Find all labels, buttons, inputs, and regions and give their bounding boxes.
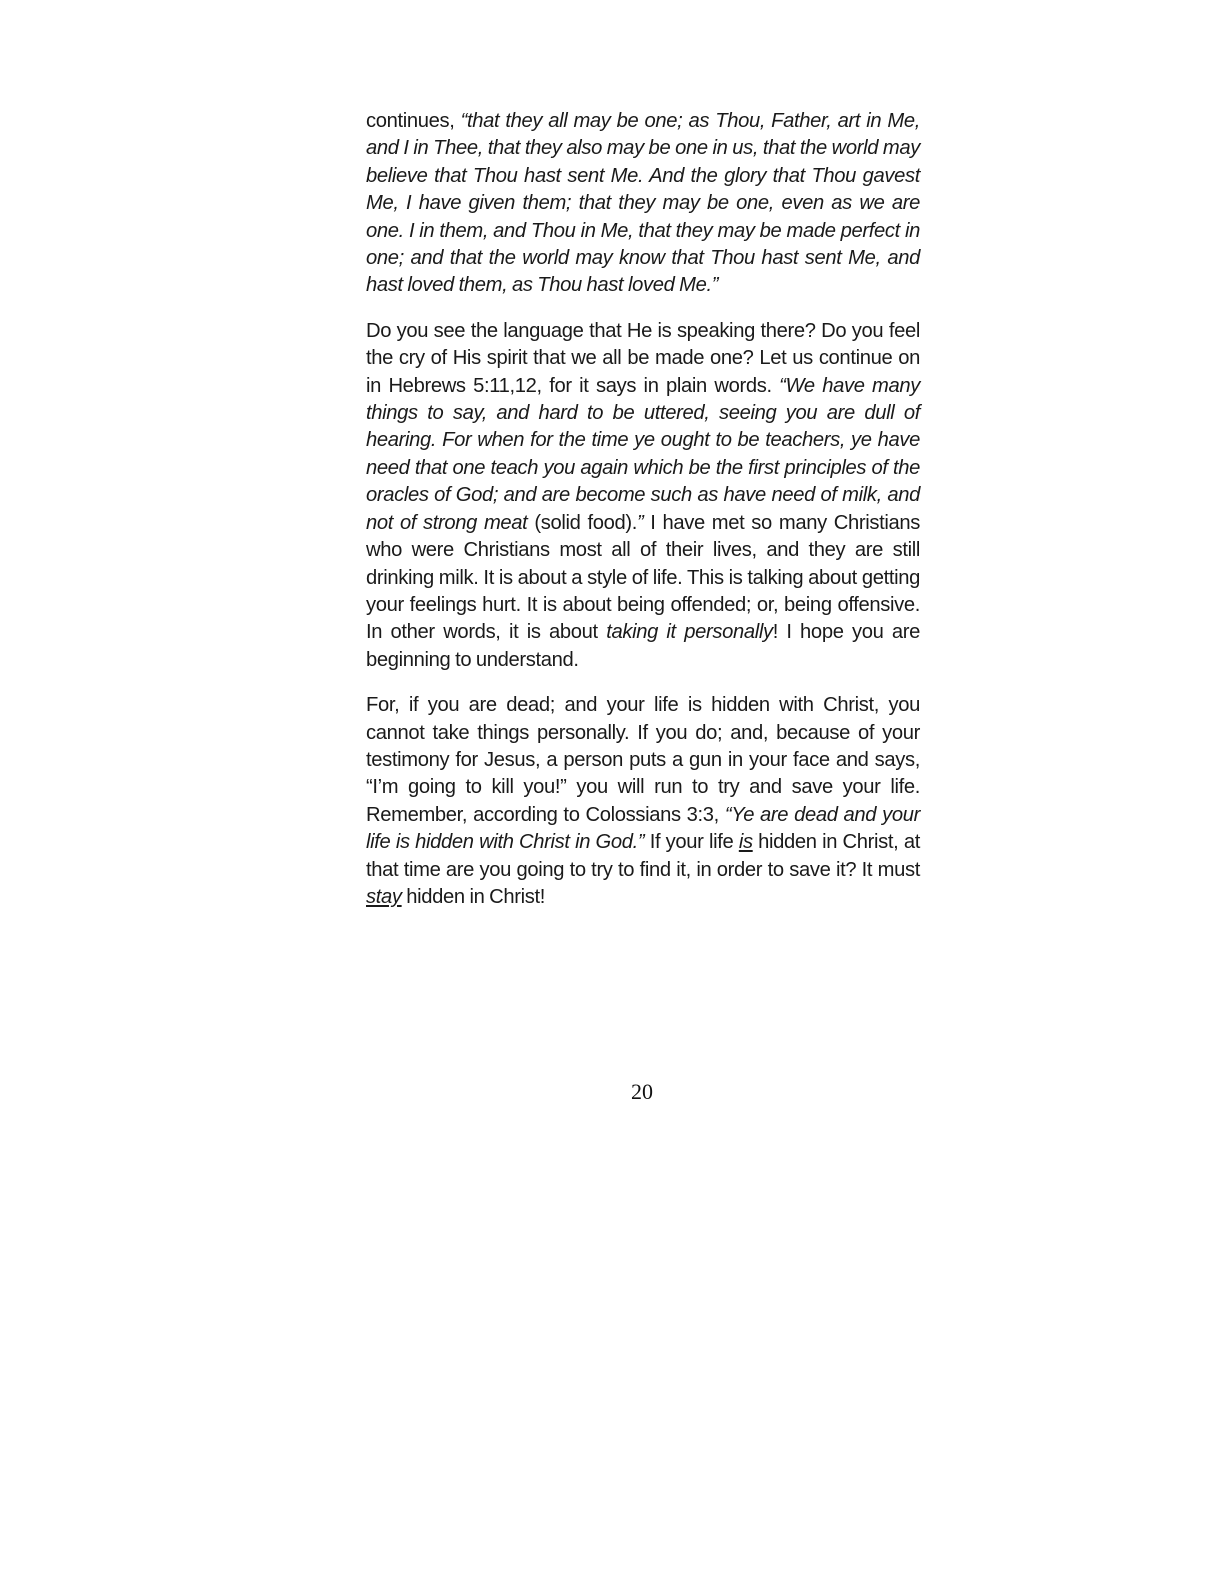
paragraph-john-17-quote [366, 108, 920, 300]
closing-quote-mark: ” [636, 511, 644, 534]
emphasis-stay: stay [366, 885, 402, 908]
text-run: hidden in Christ, at that time are you going to try to find it, in order to save it? It must [366, 831, 920, 881]
paragraph-hebrews-5 [366, 318, 920, 674]
scripture-quote-hebrews-5: “We have many things to say, and hard to be uttered, seeing you are dull of hearing. For when for the time ye ought to be teachers, ye have need that one teach you again which be the first principles of the oracles of God; and are become such as have need of milk, and not of strong meat [366, 374, 920, 534]
text-run: I have met so many Christians who were Christians most all of their lives, and they are still drinking milk. It is about a style of life. This is talking about getting your feelings hurt. It is about being offended; or, being offensive. In other words, it is about [366, 511, 920, 644]
page-number: 20 [631, 1079, 653, 1104]
text-run: hidden in Christ! [401, 885, 546, 908]
paragraph-colossians-3 [366, 692, 920, 911]
text-run: If your life [644, 831, 739, 854]
emphasis-is: is [738, 831, 753, 854]
text-run: ! I hope you are beginning to understand. [366, 621, 921, 671]
body-text [366, 108, 920, 911]
text-run: Do you see the language that He is speaking there? Do you feel the cry of His spirit that we all be made one? Let us continue on in Hebrews 5:11,12, for it says in plain words. [366, 319, 920, 397]
scripture-quote-john-17: “that they all may be one; as Thou, Father, art in Me, and I in Thee, that they also may be one in us, that the world may believe that Thou hast sent Me. And the glory that Thou gavest Me, I have given them; that they may be one, even as we are one. I in them, and Thou in Me, that they may be made perfect in one; and that the world may know that Thou hast sent Me, and hast loved them, as Thou hast loved Me.” [366, 110, 920, 297]
text-run: continues, [366, 110, 461, 132]
text-run: For, if you are dead; and your life is hidden with Christ, you cannot take things personally. If you do; and, because of your testimony for Jesus, a person puts a gun in your face and says, “I’m going to kill you!” you will run to try and save your life. Remember, according to Colossians 3:3, [366, 694, 920, 826]
emphasis-taking-it-personally: taking it personally [606, 621, 773, 644]
text-run: (solid food). [527, 511, 637, 534]
scripture-quote-colossians-3: “Ye are dead and your life is hidden with Christ in God.” [366, 803, 920, 854]
